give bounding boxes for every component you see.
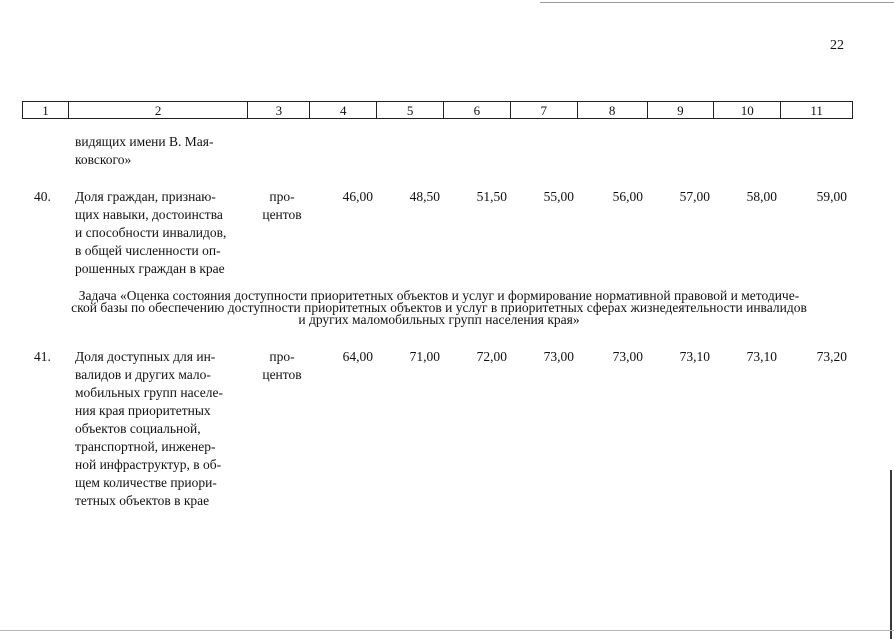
name-line: щем количестве приори- xyxy=(75,475,217,490)
task-line: и других маломобильных групп населения края» xyxy=(298,312,580,327)
header-cell: 4 xyxy=(310,102,377,118)
header-cell: 2 xyxy=(69,102,249,118)
name-line: Доля граждан, признаю- xyxy=(75,189,216,204)
name-line: в общей численности оп- xyxy=(75,243,221,258)
header-cell: 1 xyxy=(23,102,69,118)
unit-line: про- xyxy=(269,189,295,204)
continuation-name-cell xyxy=(75,133,245,169)
task-line: Задача «Оценка состояния доступности приоритетных объектов и услуг и формирование нормативной правовой и методиче- xyxy=(78,288,800,303)
value-cell: 73,00 xyxy=(543,349,574,364)
value-cell: 55,00 xyxy=(543,189,574,204)
value-cell: 46,00 xyxy=(342,189,373,204)
unit-line: центов xyxy=(262,207,302,222)
value-cell: 59,00 xyxy=(816,189,847,204)
header-cell: 9 xyxy=(648,102,715,118)
unit-cell xyxy=(258,188,306,224)
unit-line: центов xyxy=(262,367,302,382)
value-cell: 73,10 xyxy=(679,349,710,364)
header-cell: 11 xyxy=(810,103,823,118)
name-line: объектов социальной, xyxy=(75,421,201,436)
unit-line: про- xyxy=(269,349,295,364)
indicator-name-cell xyxy=(75,348,245,510)
unit-cell xyxy=(258,348,306,384)
name-line: ковского» xyxy=(75,152,132,167)
value-cell: 58,00 xyxy=(746,189,777,204)
header-cell: 8 xyxy=(578,102,648,118)
value-cell: 57,00 xyxy=(679,189,710,204)
value-cell: 71,00 xyxy=(409,349,440,364)
value-cell: 51,50 xyxy=(476,189,507,204)
name-line: Доля доступных для ин- xyxy=(75,349,216,364)
value-cell: 73,00 xyxy=(612,349,643,364)
value-cell: 48,50 xyxy=(409,189,440,204)
row-number: 41. xyxy=(34,349,51,364)
table-header-row xyxy=(22,101,853,119)
task-line: ской базы по обеспечению доступности приоритетных объектов и услуг в приоритетных сферах жизнедеятельности инвалидов xyxy=(71,300,807,315)
page-number: 22 xyxy=(830,38,844,53)
name-line: транспортной, инженер- xyxy=(75,439,216,454)
value-cell: 73,20 xyxy=(816,349,847,364)
name-line: тетных объектов в крае xyxy=(75,493,210,508)
name-line: рошенных граждан в крае xyxy=(75,261,225,276)
task-heading xyxy=(24,290,854,326)
header-cell: 10 xyxy=(714,102,781,118)
name-line: видящих имени В. Мая- xyxy=(75,134,214,149)
name-line: валидов и других мало- xyxy=(75,367,211,382)
name-line: и способности инвалидов, xyxy=(75,225,227,240)
value-cell: 73,10 xyxy=(746,349,777,364)
scan-artifact-bottom-line xyxy=(0,630,894,631)
indicator-name-cell xyxy=(75,188,245,278)
header-cell: 3 xyxy=(248,102,310,118)
value-cell: 64,00 xyxy=(342,349,373,364)
value-cell: 72,00 xyxy=(476,349,507,364)
value-cell: 56,00 xyxy=(612,189,643,204)
name-line: ния края приоритетных xyxy=(75,403,211,418)
header-cell: 6 xyxy=(444,102,511,118)
row-number: 40. xyxy=(34,189,51,204)
header-cell: 7 xyxy=(511,102,578,118)
name-line: щих навыки, достоинства xyxy=(75,207,223,222)
name-line: ной инфраструктур, в об- xyxy=(75,457,222,472)
header-cell: 5 xyxy=(377,102,444,118)
name-line: мобильных групп населе- xyxy=(75,385,223,400)
scan-artifact-right-edge xyxy=(890,470,892,639)
scan-artifact-top-line xyxy=(540,2,894,3)
